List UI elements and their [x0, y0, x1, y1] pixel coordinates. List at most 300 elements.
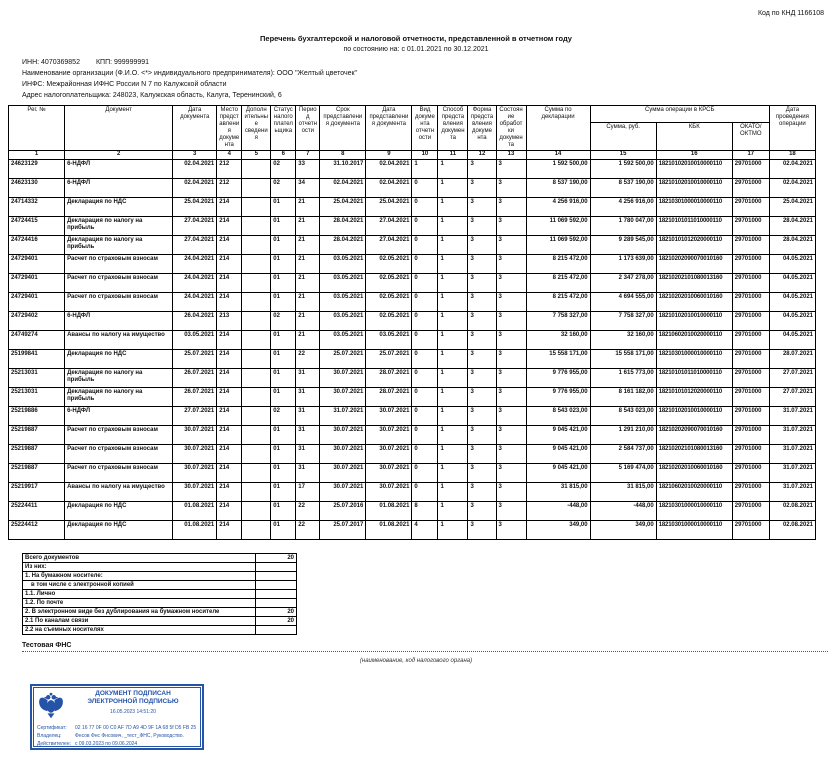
table-cell [242, 217, 271, 236]
table-cell: 01.08.2021 [173, 521, 217, 540]
table-cell: 01 [271, 483, 296, 502]
table-cell: 1 [438, 445, 468, 464]
stamp-owner-label: Владелец: [37, 733, 62, 739]
table-cell: 01 [271, 331, 296, 350]
table-cell: 0 [412, 407, 438, 426]
table-cell: 21 [296, 312, 320, 331]
table-cell: 214 [217, 274, 242, 293]
column-header: Состояние обработки документа [496, 106, 526, 151]
table-cell: 1 592 500,00 [590, 160, 656, 179]
stamp-valid-value: с 09.03.2023 по 09.06.2024 [75, 741, 138, 747]
table-cell: 33 [296, 160, 320, 179]
column-number: 5 [242, 151, 271, 160]
table-cell: 02.04.2021 [320, 179, 366, 198]
column-number: 4 [217, 151, 242, 160]
table-cell: 29701000 [732, 445, 769, 464]
table-cell: 1 [438, 236, 468, 255]
table-cell: 32 160,00 [526, 331, 590, 350]
table-cell: 1 291 210,00 [590, 426, 656, 445]
table-cell: 01 [271, 502, 296, 521]
table-cell: 03.05.2021 [320, 293, 366, 312]
table-cell: 29701000 [732, 521, 769, 540]
table-cell: 1 592 500,00 [526, 160, 590, 179]
table-cell: 1 [438, 274, 468, 293]
table-cell: Декларация по НДС [65, 521, 173, 540]
table-row [9, 350, 816, 369]
table-row [9, 331, 816, 350]
table-cell: 29701000 [732, 255, 769, 274]
table-cell: Расчет по страховым взносам [65, 274, 173, 293]
table-cell: 30.07.2021 [320, 464, 366, 483]
table-cell: 5 169 474,00 [590, 464, 656, 483]
table-cell: 6-НДФЛ [65, 312, 173, 331]
table-cell [242, 350, 271, 369]
summary-value [256, 572, 297, 581]
table-cell: 18210102010010000110 [656, 160, 732, 179]
table-cell: 24729401 [9, 255, 65, 274]
table-cell: 1 [438, 217, 468, 236]
table-cell: 7 758 327,00 [590, 312, 656, 331]
table-cell: 3 [468, 445, 496, 464]
table-cell: Расчет по страховым взносам [65, 293, 173, 312]
table-cell: 213 [217, 312, 242, 331]
table-cell: 9 289 545,00 [590, 236, 656, 255]
table-cell: 24.04.2021 [173, 293, 217, 312]
table-row [9, 521, 816, 540]
table-cell: 214 [217, 464, 242, 483]
table-cell: 0 [412, 445, 438, 464]
column-number: 11 [438, 151, 468, 160]
table-cell: 29701000 [732, 502, 769, 521]
table-cell: 3 [496, 331, 526, 350]
table-cell: 24714332 [9, 198, 65, 217]
table-cell: 29701000 [732, 483, 769, 502]
table-cell: 1 173 639,00 [590, 255, 656, 274]
table-cell: 25.04.2021 [173, 198, 217, 217]
table-cell: 212 [217, 179, 242, 198]
column-number: 3 [173, 151, 217, 160]
table-cell: 18210202010060010160 [656, 464, 732, 483]
signature-stamp [30, 684, 204, 750]
table-cell: 214 [217, 293, 242, 312]
table-cell: 02.04.2021 [173, 160, 217, 179]
table-row [9, 445, 816, 464]
table-cell: 02.05.2021 [366, 255, 412, 274]
table-cell: 29701000 [732, 407, 769, 426]
table-cell: 3 [468, 369, 496, 388]
table-cell: Авансы по налогу на имущество [65, 331, 173, 350]
table-cell: 22 [296, 521, 320, 540]
table-cell: 4 694 555,00 [590, 293, 656, 312]
column-number: 13 [496, 151, 526, 160]
table-cell: Расчет по страховым взносам [65, 445, 173, 464]
column-number: 6 [271, 151, 296, 160]
table-cell [242, 331, 271, 350]
table-cell: 27.07.2021 [769, 369, 815, 388]
column-header: Дата представления документа [366, 106, 412, 151]
column-header: Документ [65, 106, 173, 151]
table-cell: 30.07.2021 [320, 483, 366, 502]
summary-row [23, 581, 297, 590]
column-subheader: Сумма, руб. [590, 122, 656, 150]
report-table-body [9, 160, 816, 540]
table-cell: 214 [217, 483, 242, 502]
table-cell: 18210202090070010160 [656, 426, 732, 445]
table-cell: 1 [438, 502, 468, 521]
table-cell: 0 [412, 331, 438, 350]
table-row [9, 388, 816, 407]
signature-stamp-inner [33, 687, 201, 747]
table-cell: 8 537 190,00 [590, 179, 656, 198]
table-cell: 29701000 [732, 293, 769, 312]
org-line: Наименование организации (Ф.И.О. <*> индивидуального предпринимателя): ООО "Желтый цветочек" [22, 70, 358, 77]
table-cell: 9 045 421,00 [526, 426, 590, 445]
table-cell: 28.07.2021 [366, 388, 412, 407]
column-header: Рег. № [9, 106, 65, 151]
table-cell: 3 [468, 426, 496, 445]
table-cell: 01 [271, 350, 296, 369]
table-cell: 29701000 [732, 331, 769, 350]
table-cell: 214 [217, 388, 242, 407]
table-cell: 02.05.2021 [366, 312, 412, 331]
table-cell: 04.05.2021 [769, 331, 815, 350]
column-number: 12 [468, 151, 496, 160]
table-cell: 0 [412, 236, 438, 255]
table-cell: 1 780 047,00 [590, 217, 656, 236]
table-cell: 3 [468, 217, 496, 236]
table-cell: 24724416 [9, 236, 65, 255]
table-cell [242, 464, 271, 483]
stamp-datetime: 16.05.2023 14:51:20 [110, 709, 156, 715]
table-cell [242, 369, 271, 388]
table-cell: 6-НДФЛ [65, 160, 173, 179]
table-cell: 02.05.2021 [366, 293, 412, 312]
table-cell: 3 [468, 236, 496, 255]
summary-label: 1.2. По почте [23, 599, 256, 608]
table-row [9, 217, 816, 236]
table-cell: 31.10.2017 [320, 160, 366, 179]
table-cell: -448,00 [590, 502, 656, 521]
table-row [9, 312, 816, 331]
column-header: Дата проведения операции [769, 106, 815, 151]
table-cell: 31.07.2021 [320, 407, 366, 426]
table-cell: 29701000 [732, 369, 769, 388]
table-cell [242, 160, 271, 179]
table-cell: 8 215 472,00 [526, 293, 590, 312]
table-cell: 1 [438, 331, 468, 350]
table-cell: 24729401 [9, 274, 65, 293]
table-cell: 3 [468, 312, 496, 331]
table-cell: 1 [438, 198, 468, 217]
table-cell: 18210102010010000110 [656, 179, 732, 198]
table-cell: 26.07.2021 [173, 388, 217, 407]
table-cell: 3 [496, 369, 526, 388]
table-cell: 15 558 171,00 [526, 350, 590, 369]
report-table [8, 105, 816, 540]
table-cell: 214 [217, 350, 242, 369]
table-cell: 25.07.2016 [320, 502, 366, 521]
table-cell: Авансы по налогу на имущество [65, 483, 173, 502]
table-cell: 18210602010020000110 [656, 483, 732, 502]
table-cell: 04.05.2021 [769, 255, 815, 274]
table-cell: 01 [271, 274, 296, 293]
summary-value: 20 [256, 554, 297, 563]
table-cell: 31 [296, 464, 320, 483]
table-cell: 25219886 [9, 407, 65, 426]
table-cell [242, 198, 271, 217]
table-cell: 02 [271, 179, 296, 198]
table-cell [242, 236, 271, 255]
summary-row [23, 617, 297, 626]
table-cell: 27.07.2021 [769, 388, 815, 407]
table-cell: 27.04.2021 [366, 217, 412, 236]
table-cell [242, 274, 271, 293]
table-cell: 4 256 916,00 [526, 198, 590, 217]
table-cell: 32 160,00 [590, 331, 656, 350]
table-cell: 02.04.2021 [769, 179, 815, 198]
table-cell: 04.05.2021 [769, 312, 815, 331]
address-line: Адрес налогоплательщика: 248023, Калужская область, Калуга, Теренинский, 6 [22, 92, 282, 99]
table-cell: 1 [412, 160, 438, 179]
table-cell: 0 [412, 293, 438, 312]
table-cell: 31.07.2021 [769, 464, 815, 483]
table-cell: 3 [468, 255, 496, 274]
table-cell: 3 [468, 388, 496, 407]
table-cell: 1 [438, 426, 468, 445]
summary-value [256, 626, 297, 635]
ifns-line: ИНФС: Межрайонная ИФНС России N 7 по Калужской области [22, 81, 227, 88]
table-cell: 6-НДФЛ [65, 407, 173, 426]
table-cell: 30.07.2021 [320, 388, 366, 407]
table-cell: 02.04.2021 [366, 160, 412, 179]
table-cell: 6-НДФЛ [65, 179, 173, 198]
table-cell: 25.07.2017 [320, 521, 366, 540]
table-cell: Расчет по страховым взносам [65, 464, 173, 483]
table-cell: Декларация по налогу на прибыль [65, 369, 173, 388]
table-cell: 01 [271, 388, 296, 407]
table-cell: 02.08.2021 [769, 521, 815, 540]
summary-label: Из них: [23, 563, 256, 572]
summary-value: 20 [256, 608, 297, 617]
table-cell: 29701000 [732, 464, 769, 483]
table-cell: 30.07.2021 [366, 445, 412, 464]
stamp-valid-row [37, 741, 197, 748]
table-cell: 24623129 [9, 160, 65, 179]
table-cell: 30.07.2021 [173, 426, 217, 445]
column-number: 17 [732, 151, 769, 160]
report-table-head [9, 106, 816, 160]
stamp-owner-row [37, 733, 197, 740]
summary-row [23, 563, 297, 572]
table-cell: 29701000 [732, 426, 769, 445]
table-cell: 3 [496, 426, 526, 445]
table-cell: 1 [438, 160, 468, 179]
column-header: Дата документа [173, 106, 217, 151]
table-cell: 25213031 [9, 388, 65, 407]
table-cell: 1 [438, 350, 468, 369]
table-cell: 29701000 [732, 350, 769, 369]
table-cell: 349,00 [526, 521, 590, 540]
column-number: 18 [769, 151, 815, 160]
table-cell: 02.04.2021 [173, 179, 217, 198]
table-cell: 1 [438, 407, 468, 426]
table-cell: 30.07.2021 [366, 464, 412, 483]
table-cell: 18210301000010000110 [656, 350, 732, 369]
column-header: Период отчетности [296, 106, 320, 151]
table-cell: 1 [438, 464, 468, 483]
table-cell: 25199841 [9, 350, 65, 369]
table-cell: 21 [296, 255, 320, 274]
table-cell: 2 584 737,00 [590, 445, 656, 464]
table-cell: 1 [438, 312, 468, 331]
column-subheader: ОКАТО/ОКТМО [732, 122, 769, 150]
kpp-value: КПП: 999999991 [95, 59, 150, 66]
table-cell: 9 776 955,00 [526, 388, 590, 407]
table-cell: 3 [496, 521, 526, 540]
table-cell: 02 [271, 312, 296, 331]
table-cell: 02.08.2021 [769, 502, 815, 521]
table-cell: 17 [296, 483, 320, 502]
stamp-cert-label: Сертификат: [37, 725, 67, 731]
table-cell: 01 [271, 464, 296, 483]
table-cell: 01 [271, 445, 296, 464]
table-cell: 29701000 [732, 236, 769, 255]
column-number: 8 [320, 151, 366, 160]
table-cell: 25213031 [9, 369, 65, 388]
table-cell: 214 [217, 236, 242, 255]
summary-label: 1. На бумажном носителе: [23, 572, 256, 581]
table-cell: 25.07.2021 [366, 350, 412, 369]
table-cell: 25.04.2021 [769, 198, 815, 217]
table-cell: 0 [412, 217, 438, 236]
inn-kpp-line [22, 57, 357, 68]
table-cell: 25224411 [9, 502, 65, 521]
table-cell: 30.07.2021 [366, 426, 412, 445]
table-cell: 01 [271, 521, 296, 540]
table-row [9, 160, 816, 179]
table-cell: 25219887 [9, 445, 65, 464]
column-header: Сумма по декларации [526, 106, 590, 151]
table-cell: 11 069 592,00 [526, 217, 590, 236]
table-cell: 3 [468, 407, 496, 426]
table-cell: 24623130 [9, 179, 65, 198]
table-cell: 28.04.2021 [320, 236, 366, 255]
table-cell: 3 [496, 350, 526, 369]
tax-authority-caption: (наименование, код налогового органа) [359, 658, 473, 664]
table-cell: 9 045 421,00 [526, 464, 590, 483]
table-cell: 214 [217, 331, 242, 350]
table-cell [242, 521, 271, 540]
table-cell: 31.07.2021 [769, 445, 815, 464]
summary-value: 20 [256, 617, 297, 626]
summary-value [256, 590, 297, 599]
stamp-owner-value: Фнсов Фнс Фнсович, _тест_ФНС, Руководство. [75, 733, 184, 739]
page-title: Перечень бухгалтерской и налоговой отчетности, представленной в отчетном году [260, 34, 572, 43]
table-cell: 25.07.2021 [173, 350, 217, 369]
table-cell: 349,00 [590, 521, 656, 540]
table-cell: 4 [412, 521, 438, 540]
table-cell: 18210202090070010160 [656, 255, 732, 274]
table-cell: 3 [496, 502, 526, 521]
table-row [9, 274, 816, 293]
table-cell: 8 161 182,00 [590, 388, 656, 407]
summary-label: 2.1 По каналам связи [23, 617, 256, 626]
table-cell: 27.04.2021 [366, 236, 412, 255]
summary-table [22, 553, 297, 635]
table-cell: 29701000 [732, 388, 769, 407]
table-cell: 02.04.2021 [769, 160, 815, 179]
table-cell: 1 [438, 293, 468, 312]
table-cell: 28.04.2021 [320, 217, 366, 236]
summary-table-body [23, 554, 297, 635]
table-cell: 02 [271, 407, 296, 426]
table-cell: 29701000 [732, 312, 769, 331]
table-cell: 3 [468, 160, 496, 179]
table-cell: 01 [271, 426, 296, 445]
table-cell: 22 [296, 350, 320, 369]
table-cell: 0 [412, 198, 438, 217]
knd-code: Код по КНД 1166108 [757, 10, 824, 17]
inn-value: ИНН: 4070369852 [22, 59, 80, 66]
table-cell: 214 [217, 217, 242, 236]
summary-label: 2.2 на съемных носителях [23, 626, 256, 635]
table-cell: 03.05.2021 [320, 274, 366, 293]
table-cell: 214 [217, 521, 242, 540]
stamp-cert-value: 02 16 77 0F 00 C0 AF 7D A9 4D 9F 1A 68 5f D5 FB 25 [75, 725, 197, 731]
table-cell: 02 [271, 160, 296, 179]
table-cell: 24749274 [9, 331, 65, 350]
table-cell: 01 [271, 198, 296, 217]
table-cell: 29701000 [732, 274, 769, 293]
table-cell: 18210101011010000110 [656, 217, 732, 236]
table-cell: 28.07.2021 [769, 350, 815, 369]
summary-row [23, 599, 297, 608]
table-cell: 22 [296, 502, 320, 521]
table-cell [242, 483, 271, 502]
table-cell: 29701000 [732, 179, 769, 198]
table-cell: 03.05.2021 [173, 331, 217, 350]
table-cell: 24729401 [9, 293, 65, 312]
table-cell: 3 [496, 464, 526, 483]
table-cell: 18210202010060010160 [656, 293, 732, 312]
table-row [9, 502, 816, 521]
table-cell: 30.07.2021 [173, 464, 217, 483]
table-cell: 01 [271, 255, 296, 274]
table-cell: 8 215 472,00 [526, 274, 590, 293]
column-number: 7 [296, 151, 320, 160]
table-cell: 29701000 [732, 217, 769, 236]
table-cell [242, 293, 271, 312]
stamp-title-line2: ЭЛЕКТРОННОЙ ПОДПИСЬЮ [87, 698, 179, 705]
table-cell: 03.05.2021 [320, 255, 366, 274]
table-cell: 1 [438, 179, 468, 198]
summary-value [256, 599, 297, 608]
table-cell: Расчет по страховым взносам [65, 426, 173, 445]
table-cell: Декларация по налогу на прибыль [65, 236, 173, 255]
table-cell: 18210602010020000110 [656, 331, 732, 350]
table-cell: 3 [468, 179, 496, 198]
column-number: 1 [9, 151, 65, 160]
table-cell: 3 [468, 350, 496, 369]
summary-row [23, 608, 297, 617]
table-cell [242, 502, 271, 521]
summary-row [23, 554, 297, 563]
table-cell: 29701000 [732, 160, 769, 179]
table-cell: 01 [271, 369, 296, 388]
table-cell: 3 [496, 179, 526, 198]
table-cell: 18210102010010000110 [656, 407, 732, 426]
table-cell: 2 347 278,00 [590, 274, 656, 293]
